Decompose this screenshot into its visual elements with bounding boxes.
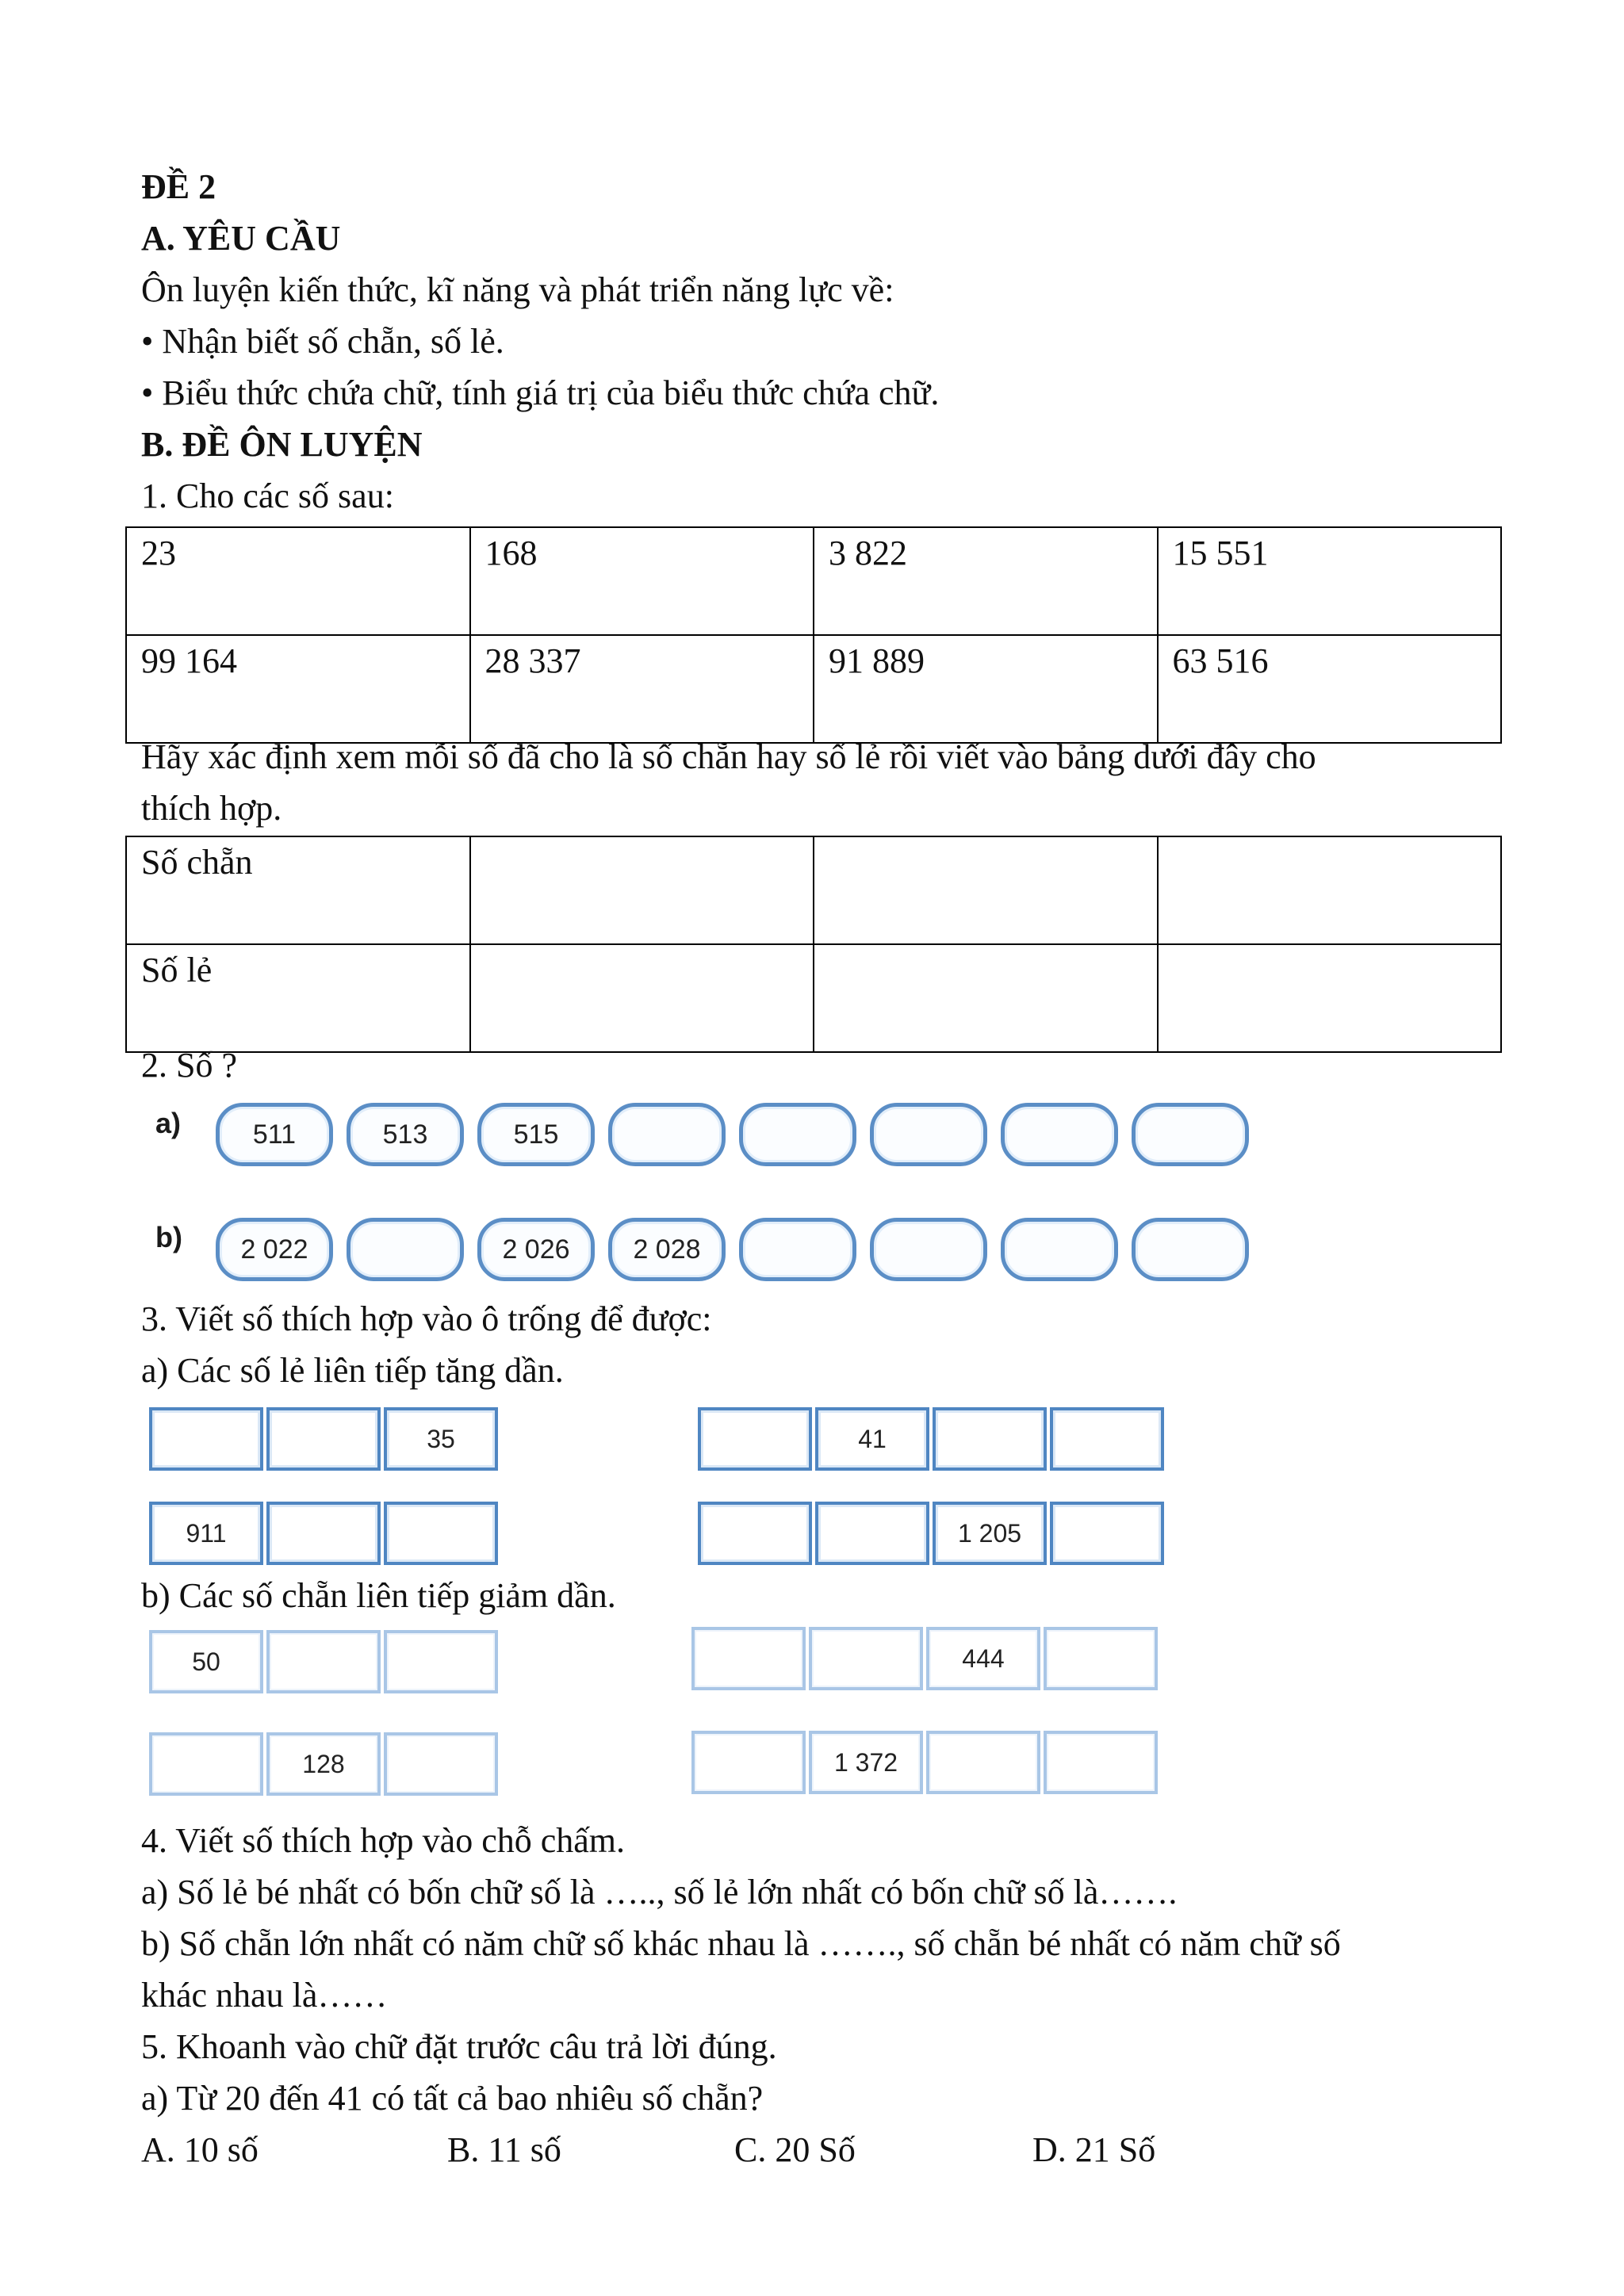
- box-row: [149, 1630, 501, 1693]
- q1-instruction: Hãy xác định xem mỗi số đã cho là số chẵn hay số lẻ rồi viết vào bảng dưới đây cho: [141, 737, 1316, 776]
- blank-box[interactable]: [1050, 1502, 1164, 1565]
- blank-pill[interactable]: [739, 1218, 856, 1281]
- blank-box[interactable]: [933, 1407, 1047, 1471]
- box-row: [698, 1407, 1167, 1471]
- numbers-table: [125, 526, 1502, 744]
- blank-pill[interactable]: [870, 1103, 987, 1166]
- table-cell: 23: [126, 527, 470, 635]
- q1-prompt: 1. Cho các số sau:: [141, 476, 394, 515]
- number-pill: 2 028: [608, 1218, 726, 1281]
- number-box: 1 205: [933, 1502, 1047, 1565]
- blank-box[interactable]: [266, 1502, 381, 1565]
- row-label: Số lẻ: [126, 944, 470, 1052]
- box-row: [691, 1627, 1161, 1690]
- number-box: 35: [384, 1407, 498, 1471]
- blank-box[interactable]: [926, 1731, 1040, 1794]
- blank-box[interactable]: [815, 1502, 929, 1565]
- answer-cell[interactable]: [470, 944, 814, 1052]
- q4-part-b-cont: khác nhau là……: [141, 1976, 388, 2015]
- q4-part-a: a) Số lẻ bé nhất có bốn chữ số là ….., số lẻ lớn nhất có bốn chữ số là…….: [141, 1873, 1178, 1911]
- blank-box[interactable]: [1044, 1731, 1158, 1794]
- blank-pill[interactable]: [608, 1103, 726, 1166]
- number-box: 41: [815, 1407, 929, 1471]
- box-row: [149, 1502, 501, 1565]
- blank-box[interactable]: [1044, 1627, 1158, 1690]
- option-c[interactable]: C. 20 Số: [734, 2130, 856, 2169]
- q3-prompt: 3. Viết số thích hợp vào ô trống để được:: [141, 1299, 712, 1338]
- bullet-item: • Nhận biết số chẵn, số lẻ.: [141, 322, 504, 361]
- intro-text: Ôn luyện kiến thức, kĩ năng và phát triển năng lực về:: [141, 270, 894, 309]
- number-box: 128: [266, 1732, 381, 1796]
- q3-part-a: a) Các số lẻ liên tiếp tăng dần.: [141, 1351, 564, 1390]
- blank-pill[interactable]: [1001, 1103, 1118, 1166]
- exam-title: ĐỀ 2: [141, 167, 216, 206]
- number-pill: 513: [347, 1103, 464, 1166]
- table-row: [126, 635, 1501, 743]
- blank-pill[interactable]: [347, 1218, 464, 1281]
- q2-prompt: 2. Số ?: [141, 1046, 237, 1085]
- table-cell: 99 164: [126, 635, 470, 743]
- table-cell: 28 337: [470, 635, 814, 743]
- number-box: 1 372: [809, 1731, 923, 1794]
- answer-cell[interactable]: [1158, 836, 1502, 944]
- section-b-title: B. ĐỀ ÔN LUYỆN: [141, 425, 423, 464]
- q4-prompt: 4. Viết số thích hợp vào chỗ chấm.: [141, 1821, 626, 1860]
- number-pill: 2 022: [216, 1218, 333, 1281]
- blank-box[interactable]: [698, 1407, 812, 1471]
- table-cell: 15 551: [1158, 527, 1502, 635]
- blank-box[interactable]: [149, 1407, 263, 1471]
- blank-box[interactable]: [1050, 1407, 1164, 1471]
- row-label: Số chẵn: [126, 836, 470, 944]
- blank-box[interactable]: [384, 1732, 498, 1796]
- blank-box[interactable]: [149, 1732, 263, 1796]
- blank-pill[interactable]: [739, 1103, 856, 1166]
- blank-pill[interactable]: [1001, 1218, 1118, 1281]
- blank-box[interactable]: [691, 1627, 806, 1690]
- q1-instruction-cont: thích hợp.: [141, 789, 282, 828]
- number-box: 444: [926, 1627, 1040, 1690]
- number-box: 911: [149, 1502, 263, 1565]
- blank-box[interactable]: [691, 1731, 806, 1794]
- table-cell: 3 822: [814, 527, 1158, 635]
- answer-cell[interactable]: [1158, 944, 1502, 1052]
- blank-box[interactable]: [266, 1630, 381, 1693]
- bullet-item: • Biểu thức chứa chữ, tính giá trị của biểu thức chứa chữ.: [141, 373, 940, 412]
- number-box: 50: [149, 1630, 263, 1693]
- row-a-label: a): [155, 1107, 182, 1139]
- box-row: [149, 1732, 501, 1796]
- blank-pill[interactable]: [1132, 1218, 1249, 1281]
- table-cell: 168: [470, 527, 814, 635]
- table-cell: 91 889: [814, 635, 1158, 743]
- q3-part-b: b) Các số chẵn liên tiếp giảm dần.: [141, 1576, 616, 1615]
- blank-box[interactable]: [809, 1627, 923, 1690]
- blank-pill[interactable]: [1132, 1103, 1249, 1166]
- box-row: [698, 1502, 1167, 1565]
- number-pill: 515: [477, 1103, 595, 1166]
- row-b-label: b): [155, 1221, 182, 1253]
- table-row: [126, 527, 1501, 635]
- answer-cell[interactable]: [814, 944, 1158, 1052]
- blank-box[interactable]: [384, 1502, 498, 1565]
- option-b[interactable]: B. 11 số: [447, 2130, 561, 2169]
- blank-box[interactable]: [266, 1407, 381, 1471]
- q5-prompt: 5. Khoanh vào chữ đặt trước câu trả lời đúng.: [141, 2027, 777, 2066]
- q4-part-b: b) Số chẵn lớn nhất có năm chữ số khác nhau là ……., số chẵn bé nhất có năm chữ số: [141, 1924, 1341, 1963]
- answer-cell[interactable]: [814, 836, 1158, 944]
- q5-part-a: a) Từ 20 đến 41 có tất cả bao nhiêu số chẵn?: [141, 2079, 764, 2118]
- table-cell: 63 516: [1158, 635, 1502, 743]
- answer-table: [125, 836, 1502, 1053]
- box-row: [149, 1407, 501, 1471]
- answer-cell[interactable]: [470, 836, 814, 944]
- option-a[interactable]: A. 10 số: [141, 2130, 259, 2169]
- box-row: [691, 1731, 1161, 1794]
- number-pill: 2 026: [477, 1218, 595, 1281]
- table-row: [126, 944, 1501, 1052]
- blank-pill[interactable]: [870, 1218, 987, 1281]
- number-pill: 511: [216, 1103, 333, 1166]
- blank-box[interactable]: [698, 1502, 812, 1565]
- section-a-title: A. YÊU CẦU: [141, 219, 341, 258]
- table-row: [126, 836, 1501, 944]
- blank-box[interactable]: [384, 1630, 498, 1693]
- option-d[interactable]: D. 21 Số: [1032, 2130, 1156, 2169]
